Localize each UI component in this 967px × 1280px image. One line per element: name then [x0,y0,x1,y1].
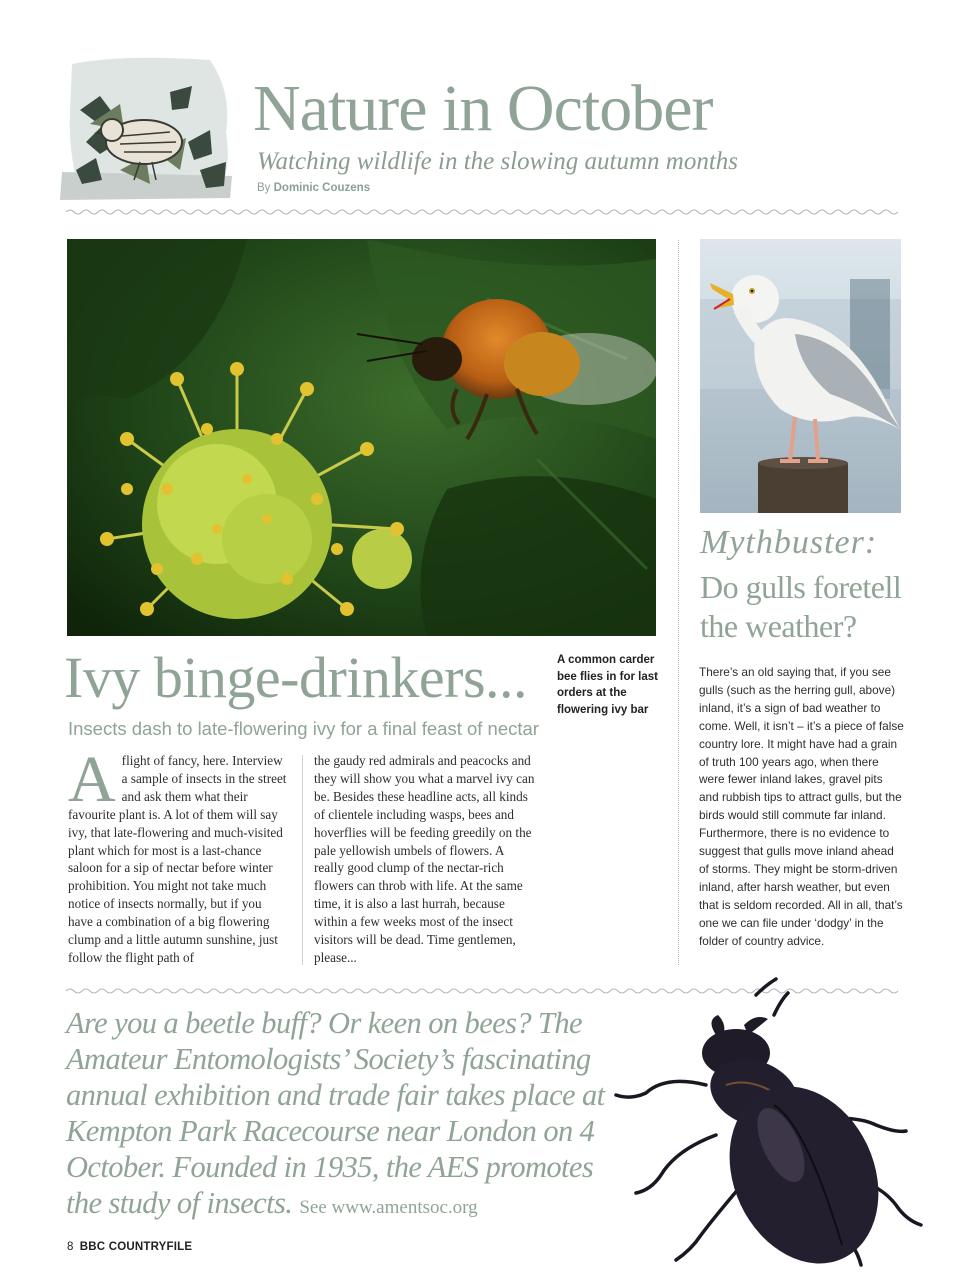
article-standfirst: Insects dash to late-flowering ivy for a final feast of nectar [68,718,539,739]
article-title: Ivy binge-drinkers... [64,645,528,710]
stag-beetle-photo [606,975,928,1275]
article-body-column-1 [68,743,288,967]
drop-cap: A [68,743,116,816]
magazine-name: BBC COUNTRYFILE [79,1241,193,1253]
byline-prefix: By [257,182,271,194]
page-footer [67,1241,192,1253]
article-body-column-2: the gaudy red admirals and peacocks and they will show you what a marvel ivy can be. Besides these headline acts, all kinds of clientele including wasps, bees and hoverflies will be feeding greedily on the pale yellowish umbels of flowers. A really good clump of the nectar-rich flowers can throb with life. At the same time, it is also a last hurrah, because within a few weeks most of the insect visitors will be dead. Time gentlemen, please... [314,753,535,965]
promo-link[interactable]: See www.amentsoc.org [299,1197,478,1218]
page-title: Nature in October [253,72,713,145]
column-divider [678,240,679,965]
partridge-illustration [60,52,232,202]
byline [257,182,370,194]
article-body-text-1: flight of fancy, here. Interview a sample of insects in the street and ask them what their favourite plant is. A lot of them will say ivy, that late-flowering and much-visited plant which for most is a last-chance saloon for a sip of nectar before winter prohibition. You might not take much notice of insects normally, but if you have a combination of a big flowering clump and a little autumn sunshine, just follow the flight path of [68,753,287,965]
sidebar-body: There’s an old saying that, if you see gulls (such as the herring gull, above) inland, it’s a sign of bad weather to come. Well, it isn’t – it’s a piece of false country lore. It might have had a grain of truth 100 years ago, when there were fewer inland lakes, gravel pits and rubbish tips to attract gulls, but the birds would still commute far inland. Furthermore, there is no evidence to suggest that gulls move inland ahead of storms. They might be storm-driven inland, after harsh weather, but even that is seldom recorded. All in all, that’s one we can file under ‘dodgy’ in the folder of country advice. [699,665,904,948]
photo-caption: A common carder bee flies in for last orders at the flowering ivy bar [557,654,658,716]
byline-author: Dominic Couzens [273,182,371,194]
page-subtitle: Watching wildlife in the slowing autumn months [257,148,739,175]
sidebar-heading: Do gulls foretell the weather? [700,569,902,644]
promo-text-block [66,1005,626,1226]
herring-gull-photo [700,239,901,513]
body-column-divider [302,755,303,965]
wavy-divider-top [66,207,902,217]
page-number: 8 [67,1241,74,1253]
promo-text: Are you a beetle buff? Or keen on bees? The Amateur Entomologists’ Society’s fascinating annual exhibition and trade fair takes place at Kempton Park Racecourse near London on 4 October. Founded in 1935, the AES promotes the study of insects. [66,1006,605,1220]
bee-on-ivy-photo [67,239,656,636]
sidebar-kicker: Mythbuster: [700,524,878,561]
